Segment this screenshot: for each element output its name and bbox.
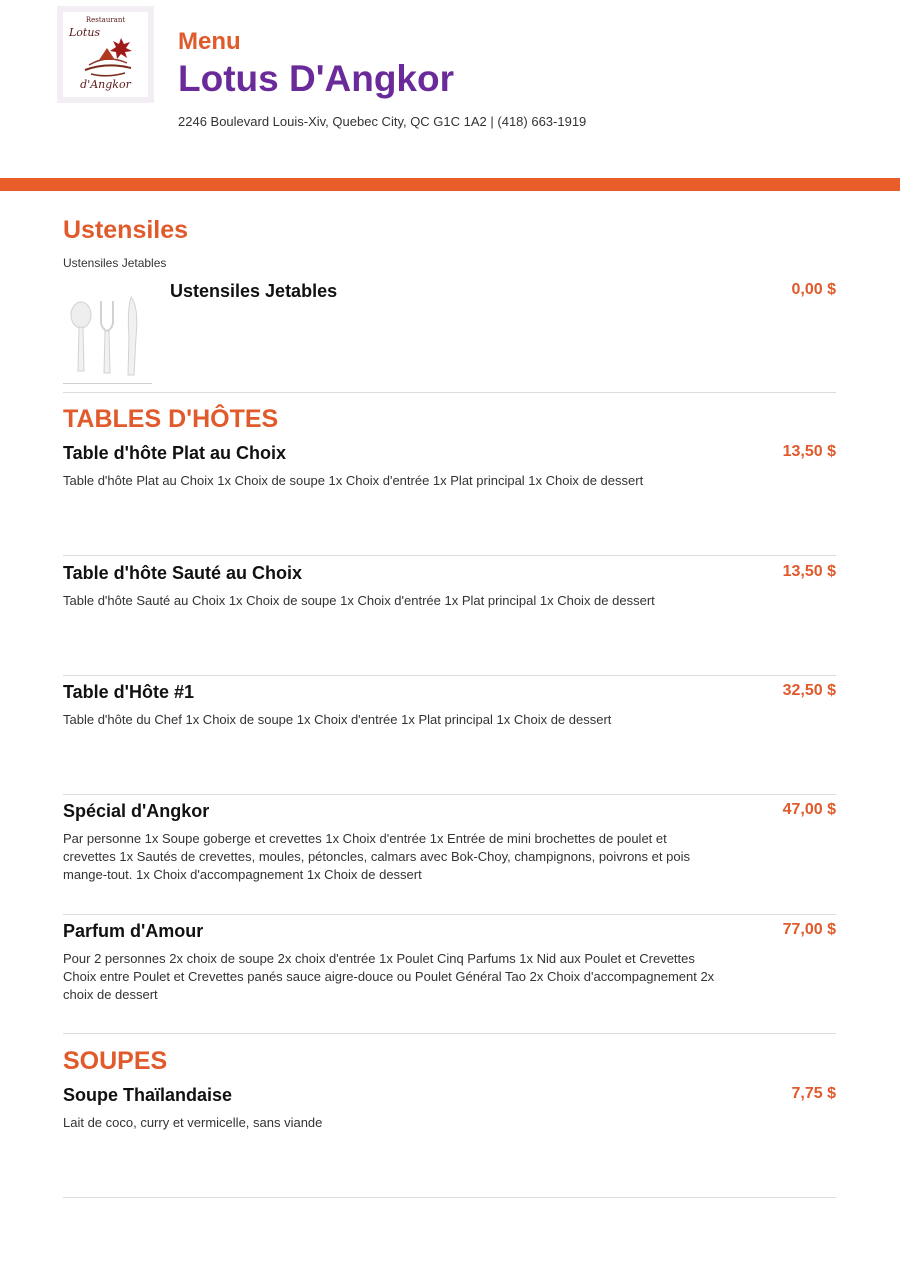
item-name: Table d'Hôte #1 — [63, 682, 194, 702]
accent-bar — [0, 178, 900, 191]
logo-text-small: Restaurant — [85, 16, 126, 24]
utensils-image — [63, 287, 152, 384]
section-subtitle-ustensiles: Ustensiles Jetables — [63, 256, 167, 270]
item-description: Pour 2 personnes 2x choix de soupe 2x choix d'entrée 1x Poulet Cinq Parfums 1x Nid aux Poulet et Crevettes Choix entre Poulet et Crevettes panés sauce aigre-douce ou Poulet Général Tao 2x Choix d'accompagnement 2x choix de dessert — [63, 951, 715, 1002]
item-divider — [63, 1033, 836, 1034]
item-name: Spécial d'Angkor — [63, 801, 210, 821]
restaurant-title: Lotus D'Angkor — [178, 58, 455, 99]
menu-header — [0, 0, 900, 178]
item-divider — [63, 555, 836, 556]
section-title-ustensiles: Ustensiles — [63, 216, 189, 244]
section-title-tables-dhotes: TABLES D'HÔTES — [63, 405, 279, 433]
item-description: Table d'hôte du Chef 1x Choix de soupe 1x Choix d'entrée 1x Plat principal 1x Choix de dessert — [63, 712, 612, 727]
item-price: 13,50 $ — [782, 443, 836, 460]
item-divider — [63, 794, 836, 795]
item-name: Parfum d'Amour — [63, 921, 204, 941]
item-name: Table d'hôte Sauté au Choix — [63, 563, 302, 583]
item-price: 0,00 $ — [791, 281, 836, 298]
section-title-soupes: SOUPES — [63, 1047, 168, 1075]
item-description: Lait de coco, curry et vermicelle, sans viande — [63, 1115, 323, 1130]
restaurant-address: 2246 Boulevard Louis-Xiv, Quebec City, QC G1C 1A2 | (418) 663-1919 — [178, 114, 587, 129]
logo-card — [63, 12, 148, 97]
item-description: Par personne 1x Soupe goberge et crevettes 1x Choix d'entrée 1x Entrée de mini brochettes de poulet et crevettes 1x Sautés de crevettes, moules, pétoncles, calmars avec Bok-Choy, champignons, poivrons et pois mange-tout. 1x Choix d'accompagnement 1x Choix de dessert — [63, 831, 690, 882]
item-price: 32,50 $ — [782, 682, 836, 699]
item-divider — [63, 392, 836, 393]
item-name: Table d'hôte Plat au Choix — [63, 443, 286, 463]
item-divider — [63, 1197, 836, 1198]
item-description: Table d'hôte Plat au Choix 1x Choix de soupe 1x Choix d'entrée 1x Plat principal 1x Choix de dessert — [63, 473, 644, 488]
item-divider — [63, 675, 836, 676]
menu-label: Menu — [178, 28, 241, 55]
item-name: Ustensiles Jetables — [170, 281, 338, 301]
utensils-icon — [63, 287, 152, 383]
restaurant-logo — [57, 6, 154, 103]
item-description: Table d'hôte Sauté au Choix 1x Choix de soupe 1x Choix d'entrée 1x Plat principal 1x Choix de dessert — [63, 593, 655, 608]
item-divider — [63, 914, 836, 915]
logo-text-top: Lotus — [69, 26, 101, 39]
item-price: 7,75 $ — [791, 1085, 836, 1102]
item-price: 47,00 $ — [782, 801, 836, 818]
lotus-icon — [77, 32, 137, 78]
logo-text-bottom: d'Angkor — [80, 78, 131, 91]
item-name: Soupe Thaïlandaise — [63, 1085, 233, 1105]
item-price: 13,50 $ — [782, 563, 836, 580]
item-price: 77,00 $ — [782, 921, 836, 938]
